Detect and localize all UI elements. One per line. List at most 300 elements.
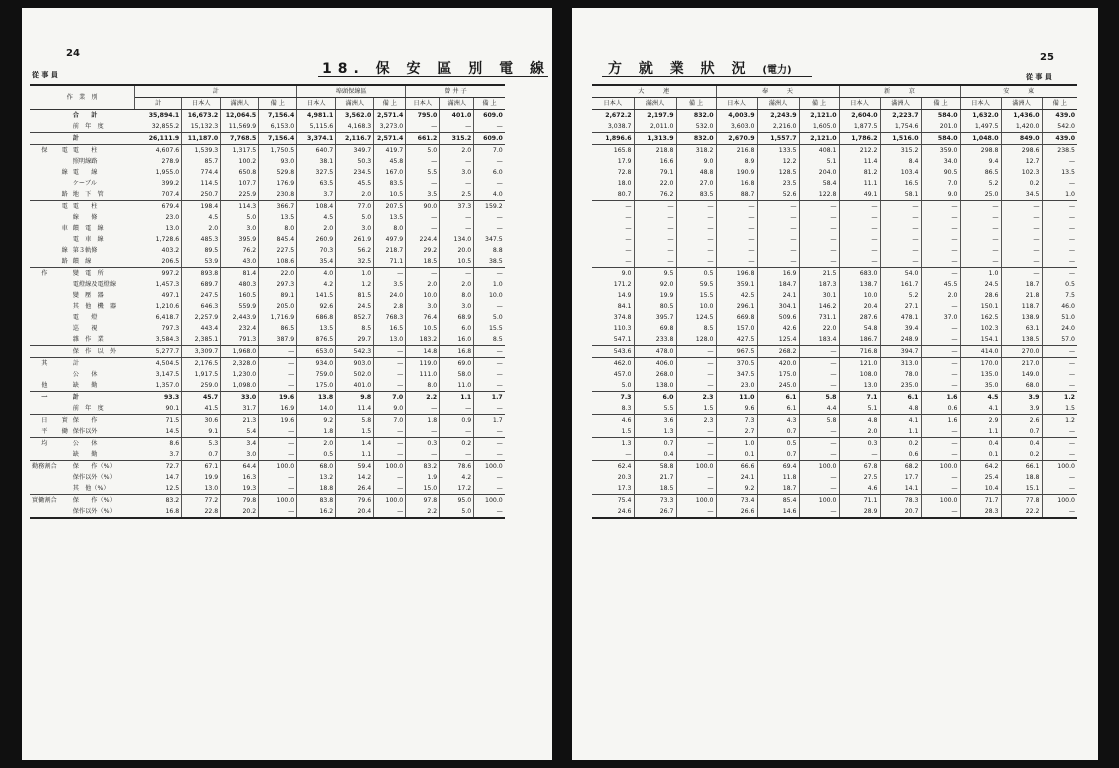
table-cell: 0.7 — [757, 426, 799, 438]
table-cell: 227.5 — [259, 245, 297, 256]
table-row — [30, 245, 505, 256]
table-cell: 45.5 — [921, 279, 960, 290]
table-cell: 315.2 — [880, 145, 921, 157]
table-cell: 18.8 — [1001, 472, 1042, 483]
table-cell: — — [259, 380, 297, 392]
row-label: 保作以外（%） — [72, 474, 116, 481]
right-data-table — [592, 84, 1077, 519]
table-cell: — — [1068, 440, 1075, 447]
row-label: 巡 視 — [72, 325, 98, 332]
table-row — [30, 438, 505, 450]
table-row — [592, 189, 1077, 201]
row-group-label: 他 — [30, 380, 59, 392]
table-row — [30, 403, 505, 415]
table-cell: — — [259, 438, 297, 450]
column-header: 滿洲人 — [634, 98, 676, 110]
table-cell: 2,121.0 — [799, 110, 839, 122]
table-cell: 852.7 — [336, 312, 374, 323]
table-cell: 79.6 — [336, 495, 374, 507]
table-cell: 250.7 — [182, 189, 221, 201]
row-group-label — [30, 312, 59, 323]
table-cell: 28.3 — [960, 506, 1001, 517]
title-sub-right: (電力) — [762, 65, 792, 76]
table-cell: 2,443.9 — [221, 312, 259, 323]
table-cell: — — [921, 301, 960, 312]
table-cell: 162.5 — [960, 312, 1001, 323]
table-cell: 3.0 — [336, 223, 374, 234]
table-cell: 1,048.0 — [960, 133, 1001, 145]
table-cell: 89.5 — [182, 245, 221, 256]
row-label: 前 年 度 — [71, 403, 135, 415]
table-cell: 17.2 — [440, 483, 474, 495]
table-cell: 187.3 — [799, 279, 839, 290]
table-cell: 0.1 — [960, 449, 1001, 461]
table-cell: 419.7 — [374, 145, 406, 157]
table-cell: 15.5 — [676, 290, 716, 301]
table-cell: — — [716, 201, 757, 213]
table-cell: 2,216.0 — [757, 121, 799, 133]
table-cell: 14.6 — [757, 506, 799, 517]
row-subgroup-label: 實 — [61, 417, 68, 424]
column-header: 日本人 — [182, 98, 221, 110]
table-row — [30, 334, 505, 346]
table-cell: 0.3 — [839, 438, 880, 450]
table-cell: 134.0 — [440, 234, 474, 245]
table-cell: 2,328.0 — [221, 358, 259, 370]
table-cell: — — [921, 223, 960, 234]
table-cell: 22.0 — [259, 268, 297, 280]
row-label: 保 作（%） — [72, 463, 116, 470]
table-cell: 2,385.1 — [182, 334, 221, 346]
table-cell: 5.3 — [182, 438, 221, 450]
table-cell: 186.7 — [839, 334, 880, 346]
table-cell: 0.1 — [716, 449, 757, 461]
table-cell: 28.6 — [960, 290, 1001, 301]
table-row — [30, 110, 505, 122]
table-cell: — — [634, 234, 676, 245]
row-label: 其 他 機 器 — [72, 303, 117, 310]
table-row — [30, 189, 505, 201]
row-group-label: 一 — [41, 394, 48, 401]
table-cell: 399.2 — [135, 178, 182, 189]
table-cell: 1,210.6 — [135, 301, 182, 312]
table-cell: 89.1 — [259, 290, 297, 301]
table-cell: — — [799, 223, 839, 234]
table-cell: 17.3 — [592, 483, 634, 495]
table-cell: 1.9 — [406, 472, 440, 483]
table-cell: 14.1 — [880, 483, 921, 495]
table-row — [592, 461, 1077, 473]
table-row — [30, 415, 505, 427]
table-cell: 3.5 — [374, 279, 406, 290]
table-cell: 997.2 — [135, 268, 182, 280]
table-cell: 832.0 — [676, 110, 716, 122]
table-cell: — — [1001, 268, 1042, 280]
table-cell: 16.2 — [297, 506, 336, 517]
table-cell: 5.0 — [492, 314, 503, 321]
table-cell: 4.6 — [839, 483, 880, 495]
table-cell: 35,894.1 — [135, 110, 182, 122]
table-cell: 68.9 — [440, 312, 474, 323]
row-subgroup-label — [59, 483, 71, 495]
table-cell: 196.8 — [716, 268, 757, 280]
table-cell: 13.5 — [1061, 169, 1075, 176]
table-cell: 2.0 — [839, 426, 880, 438]
table-cell: 5.1 — [839, 403, 880, 415]
staff-label-right: 從 事 員 — [1026, 73, 1052, 81]
table-cell: 1,420.0 — [1001, 121, 1042, 133]
table-cell: 84.1 — [592, 301, 634, 312]
table-cell: 0.6 — [880, 449, 921, 461]
table-row — [30, 461, 505, 473]
table-cell: 75.4 — [592, 495, 634, 507]
table-cell: 3.0 — [221, 449, 259, 461]
row-subgroup-label — [59, 369, 71, 380]
row-group-label — [30, 323, 59, 334]
table-cell: 18.5 — [406, 256, 440, 268]
column-header: 備 上 — [676, 98, 716, 110]
table-row — [592, 380, 1077, 392]
table-cell: — — [259, 346, 297, 358]
table-cell: — — [921, 268, 960, 280]
table-cell: 25.0 — [960, 189, 1001, 201]
row-subgroup-label — [59, 449, 71, 461]
table-cell: 8.0 — [440, 290, 474, 301]
table-cell: 679.4 — [135, 201, 182, 213]
table-cell: 0.5 — [1065, 281, 1075, 288]
table-cell: 2,176.5 — [182, 358, 221, 370]
table-cell: 86.5 — [259, 323, 297, 334]
table-cell: — — [592, 223, 634, 234]
table-cell: 28.9 — [839, 506, 880, 517]
table-cell: 170.0 — [960, 358, 1001, 370]
table-cell: — — [880, 245, 921, 256]
table-cell: — — [474, 449, 505, 461]
table-cell: 427.5 — [716, 334, 757, 346]
row-subgroup-label — [59, 178, 71, 189]
column-header: 日本人 — [297, 98, 336, 110]
table-cell: 11.0 — [716, 392, 757, 404]
table-cell: 66.1 — [1001, 461, 1042, 473]
table-cell: 5.0 — [440, 506, 474, 517]
table-cell: 1,896.6 — [592, 133, 634, 145]
table-row — [592, 506, 1077, 517]
row-group-label — [30, 133, 59, 145]
table-cell: 443.4 — [182, 323, 221, 334]
table-cell: 76.2 — [634, 189, 676, 201]
table-cell: — — [496, 225, 503, 232]
table-cell: — — [1042, 256, 1077, 268]
table-cell: 6.1 — [757, 403, 799, 415]
table-cell: 2.0 — [406, 279, 440, 290]
table-cell: — — [374, 483, 406, 495]
table-cell: 15.0 — [406, 483, 440, 495]
table-cell: 12.5 — [135, 483, 182, 495]
table-cell: 9.0 — [374, 403, 406, 415]
table-cell: 207.5 — [374, 201, 406, 213]
table-cell: 26.6 — [716, 506, 757, 517]
table-cell: — — [374, 369, 406, 380]
table-cell: 1,516.0 — [880, 133, 921, 145]
table-cell: 3,038.7 — [592, 121, 634, 133]
table-cell: 653.0 — [297, 346, 336, 358]
column-header: 備 上 — [474, 98, 505, 110]
table-cell: 72.8 — [592, 167, 634, 178]
table-row — [30, 380, 505, 392]
table-cell: 2,571.4 — [374, 133, 406, 145]
table-cell: 395.9 — [221, 234, 259, 245]
table-cell: 3.0 — [440, 301, 474, 312]
table-cell: 260.9 — [297, 234, 336, 245]
table-cell: 22.8 — [182, 506, 221, 517]
table-cell: 689.7 — [182, 279, 221, 290]
table-cell: 3,562.0 — [336, 110, 374, 122]
table-cell: — — [676, 369, 716, 380]
table-cell: 5.5 — [634, 403, 676, 415]
table-cell: 2,197.9 — [634, 110, 676, 122]
table-cell: 2,223.7 — [880, 110, 921, 122]
table-cell: 80.7 — [592, 189, 634, 201]
table-cell: 7.0 — [374, 415, 406, 427]
table-cell: 198.4 — [182, 201, 221, 213]
table-cell: 27.5 — [839, 472, 880, 483]
table-cell: 1,098.0 — [221, 380, 259, 392]
column-header: 備 上 — [259, 98, 297, 110]
table-cell: 16.9 — [757, 268, 799, 280]
table-row — [30, 279, 505, 290]
table-cell: 7.0 — [921, 178, 960, 189]
table-cell: — — [960, 223, 1001, 234]
table-cell: — — [880, 201, 921, 213]
table-cell: 414.0 — [960, 346, 1001, 358]
table-row — [592, 392, 1077, 404]
table-row — [592, 268, 1077, 280]
table-row — [30, 121, 505, 133]
table-cell: — — [374, 380, 406, 392]
table-cell: — — [592, 449, 634, 461]
table-cell: — — [374, 472, 406, 483]
table-cell: 14.0 — [297, 403, 336, 415]
row-group-label: 實働割合 — [32, 497, 57, 504]
table-row — [30, 449, 505, 461]
table-cell: — — [839, 449, 880, 461]
table-cell: — — [406, 223, 440, 234]
row-group-label — [30, 369, 59, 380]
table-row — [592, 346, 1077, 358]
table-cell: — — [676, 380, 716, 392]
row-label: 雜 作 業 — [71, 334, 135, 346]
table-cell: 100.0 — [485, 497, 503, 504]
table-cell: — — [921, 245, 960, 256]
table-cell: 0.3 — [406, 438, 440, 450]
row-group-label — [30, 256, 59, 268]
table-cell: — — [1001, 256, 1042, 268]
title-main-right: 方 就 業 狀 況 — [608, 61, 752, 77]
table-cell: 24.0 — [1061, 325, 1075, 332]
column-header: 備 上 — [1042, 98, 1077, 110]
table-cell: 370.5 — [716, 358, 757, 370]
table-cell: — — [799, 346, 839, 358]
table-cell: 797.3 — [135, 323, 182, 334]
table-cell: — — [880, 212, 921, 223]
row-group-label — [30, 189, 59, 201]
right-page — [572, 8, 1098, 760]
table-cell: 1,754.6 — [880, 121, 921, 133]
table-cell: 110.3 — [592, 323, 634, 334]
table-cell: 0.7 — [1001, 426, 1042, 438]
table-row — [592, 495, 1077, 507]
table-cell: 5.8 — [336, 415, 374, 427]
table-cell: — — [799, 426, 839, 438]
table-cell: 547.1 — [592, 334, 634, 346]
table-cell: 1.1 — [440, 392, 474, 404]
table-cell: — — [799, 380, 839, 392]
table-cell: 347.5 — [485, 236, 503, 243]
table-cell: — — [921, 380, 960, 392]
table-cell: 5.2 — [880, 290, 921, 301]
table-cell: 29.2 — [406, 245, 440, 256]
table-cell: 16.9 — [259, 403, 297, 415]
table-cell: 45.5 — [336, 178, 374, 189]
table-cell: 100.0 — [676, 461, 716, 473]
table-cell: 16.5 — [374, 323, 406, 334]
table-cell: 8.0 — [406, 380, 440, 392]
table-cell: 268.2 — [757, 346, 799, 358]
table-cell: — — [1068, 236, 1075, 243]
table-cell: — — [1042, 426, 1077, 438]
table-cell: 6.1 — [757, 392, 799, 404]
table-cell: — — [374, 346, 406, 358]
table-cell: 259.0 — [182, 380, 221, 392]
table-cell: 190.9 — [716, 167, 757, 178]
column-header: 日本人 — [592, 98, 634, 110]
row-subgroup-label: 線 — [61, 247, 68, 254]
table-cell: 278.9 — [135, 156, 182, 167]
table-cell: 7,768.5 — [221, 133, 259, 145]
table-cell: 1.5 — [676, 403, 716, 415]
table-cell: 88.7 — [716, 189, 757, 201]
row-label: 公 休 — [72, 371, 98, 378]
table-cell: — — [592, 201, 634, 213]
table-cell: — — [921, 358, 960, 370]
table-cell: 650.8 — [221, 167, 259, 178]
table-cell: 16.6 — [634, 156, 676, 167]
table-cell: 8.5 — [474, 334, 505, 346]
table-cell: 37.3 — [440, 201, 474, 213]
table-cell: 4.5 — [182, 212, 221, 223]
table-cell: 45.8 — [374, 156, 406, 167]
table-cell: — — [496, 303, 503, 310]
table-row — [30, 201, 505, 213]
column-header: 備 上 — [921, 98, 960, 110]
title-underline-left — [318, 76, 548, 77]
table-cell: 497.1 — [135, 290, 182, 301]
row-group-label — [30, 178, 59, 189]
table-cell: 5.1 — [799, 156, 839, 167]
row-group-label — [30, 449, 59, 461]
table-cell: 57.0 — [1042, 334, 1077, 346]
row-group-label — [30, 279, 59, 290]
table-cell: 480.3 — [221, 279, 259, 290]
table-cell: 100.0 — [374, 461, 406, 473]
table-cell: 0.2 — [440, 438, 474, 450]
table-cell: — — [406, 449, 440, 461]
table-cell: — — [676, 245, 716, 256]
table-cell: 1,313.9 — [634, 133, 676, 145]
table-cell: 176.9 — [259, 178, 297, 189]
table-cell: 24.6 — [592, 506, 634, 517]
table-cell: 903.0 — [336, 358, 374, 370]
table-cell: 232.4 — [221, 323, 259, 334]
table-cell: 58.4 — [799, 178, 839, 189]
row-label: 變 壓 器 — [72, 292, 104, 299]
table-cell: 59.5 — [676, 279, 716, 290]
table-cell: 52.6 — [757, 189, 799, 201]
row-subgroup-label — [59, 301, 71, 312]
table-cell: 2,121.0 — [799, 133, 839, 145]
table-row — [592, 178, 1077, 189]
table-row — [30, 145, 505, 157]
table-cell: — — [474, 483, 505, 495]
table-cell: 9.2 — [716, 483, 757, 495]
table-cell: 11.4 — [336, 403, 374, 415]
row-subgroup-label: 路 — [59, 189, 71, 201]
table-cell: 2.3 — [676, 392, 716, 404]
table-cell: — — [259, 369, 297, 380]
table-cell: 366.7 — [259, 201, 297, 213]
column-header: 備 上 — [374, 98, 406, 110]
table-cell: 318.2 — [676, 145, 716, 157]
table-cell: 238.5 — [1057, 147, 1075, 154]
table-cell: 0.5 — [676, 268, 716, 280]
table-cell: 20.4 — [336, 506, 374, 517]
row-label: 照明線路 — [72, 158, 98, 165]
table-cell: 32.5 — [336, 256, 374, 268]
table-cell: 124.5 — [676, 312, 716, 323]
table-cell: 2.7 — [716, 426, 757, 438]
table-cell: 849.0 — [1001, 133, 1042, 145]
table-cell: 16,673.2 — [182, 110, 221, 122]
table-cell: 24.0 — [374, 290, 406, 301]
table-cell: 77.2 — [182, 495, 221, 507]
table-cell: 4.0 — [297, 268, 336, 280]
table-cell: 2.6 — [1001, 415, 1042, 427]
table-cell: 2,011.0 — [634, 121, 676, 133]
table-cell: 934.0 — [297, 358, 336, 370]
table-cell: 81.2 — [839, 167, 880, 178]
table-cell: 23.0 — [716, 380, 757, 392]
row-label: 缺 勤 — [71, 449, 135, 461]
table-cell: 1.5 — [1042, 403, 1077, 415]
table-cell: 2,571.4 — [374, 110, 406, 122]
table-cell: 6,418.7 — [135, 312, 182, 323]
table-cell: 9.4 — [960, 156, 1001, 167]
table-cell: 119.0 — [406, 358, 440, 370]
table-cell: 12,064.5 — [221, 110, 259, 122]
row-label: 保 作 — [72, 417, 98, 424]
table-cell: 9.0 — [676, 156, 716, 167]
table-cell: 73.4 — [716, 495, 757, 507]
table-cell: — — [440, 178, 474, 189]
table-cell: 59.4 — [336, 461, 374, 473]
table-cell: — — [757, 234, 799, 245]
table-cell: 10.4 — [960, 483, 1001, 495]
table-cell: — — [592, 256, 634, 268]
table-cell: 85.7 — [182, 156, 221, 167]
table-cell: 4.1 — [960, 403, 1001, 415]
header-work-type: 作 業 別 — [30, 86, 135, 110]
table-cell: 83.5 — [374, 178, 406, 189]
